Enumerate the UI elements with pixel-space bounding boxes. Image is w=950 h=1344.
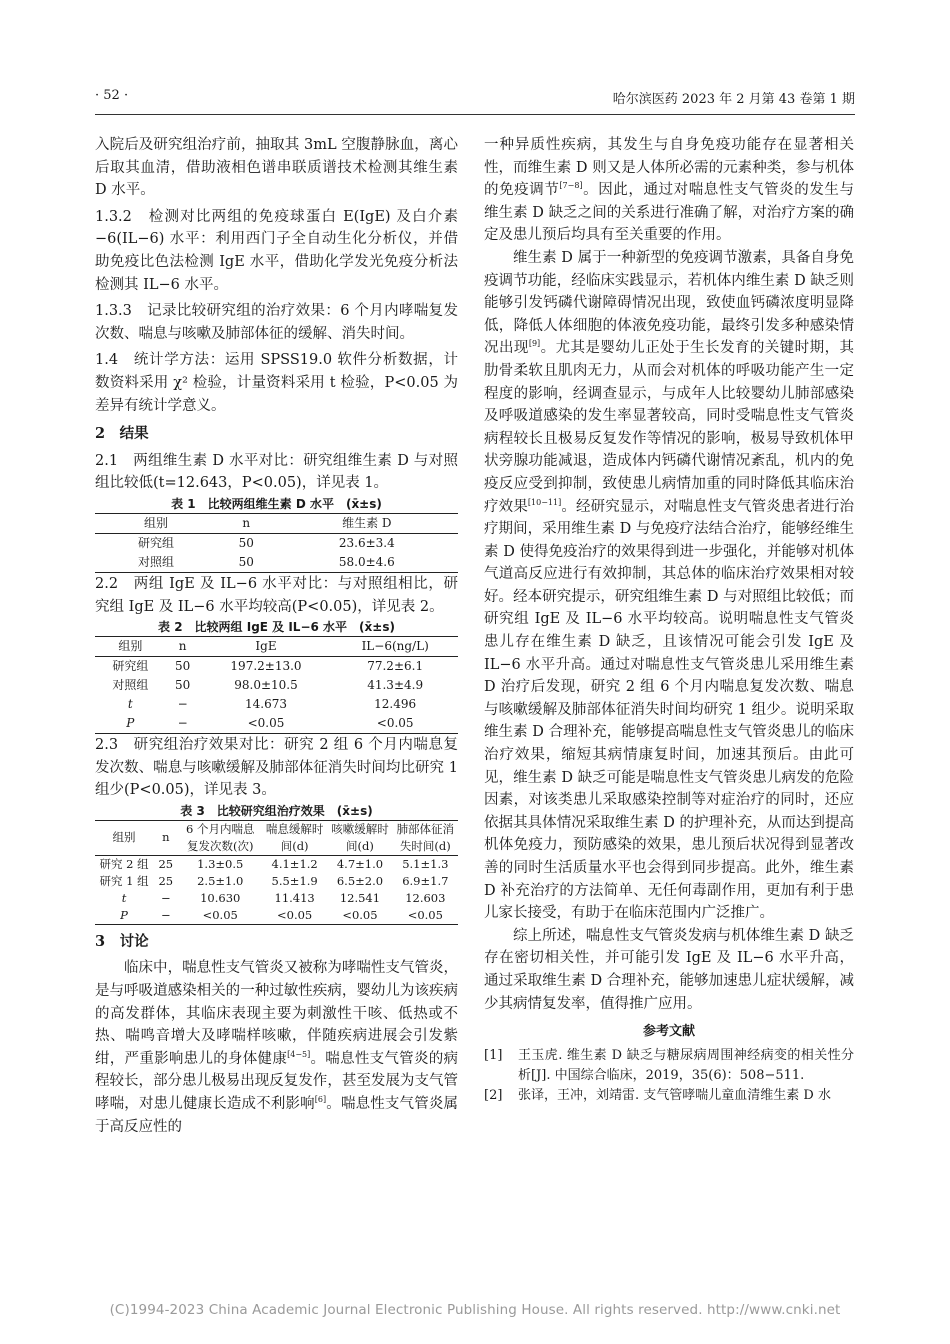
para-discussion-1: [95, 957, 458, 1138]
table3-header: 组别: [95, 820, 153, 855]
reference-number: [1]: [484, 1047, 503, 1063]
table1-cell: 50: [217, 553, 276, 573]
para-conclusion: 综上所述，喘息性支气管炎发病与机体维生素 D 缺乏存在密切相关性，并可能引发 IgE 及 IL−6 水平升高，通过采取维生素 D 合理补充，能够加速患儿症状缓解，减少其病情复发率，值得推广应用。: [484, 927, 854, 1012]
table3-cell: <0.05: [393, 907, 458, 925]
reference-item: [484, 1086, 854, 1106]
journal-issue: 哈尔滨医药 2023 年 2 月第 43 卷第 1 期: [612, 92, 855, 107]
table3-header: 喘息缓解时间(d): [262, 820, 327, 855]
table2-cell: 50: [175, 659, 191, 674]
table2-cell: 77.2±6.1: [367, 659, 424, 674]
table2-cell: P: [95, 714, 166, 734]
heading-discussion: 3 讨论: [95, 932, 149, 950]
reference-number: [2]: [484, 1087, 503, 1103]
reference-item: [484, 1046, 854, 1086]
text-run: 一种异质性疾病，其发生与自身免疫功能存在显著相关性，而维生素 D 则又是人体所必需的元素种类，参与机体的免疫调节: [484, 137, 854, 199]
table2-cell: 41.3±4.9: [367, 678, 424, 693]
table2-cell: 197.2±13.0: [230, 659, 302, 674]
table1-caption: 表 1 比较两组维生素 D 水平 (x̄±s): [171, 496, 382, 511]
citation: [7−8]: [559, 181, 583, 191]
table1-header: 组别: [95, 513, 217, 533]
citation: [9]: [528, 339, 541, 349]
table3-cell: 25: [158, 856, 174, 871]
table3-header: 肺部体征消失时间(d): [393, 820, 458, 855]
para-method-1-3-3: 1.3.3 记录比较研究组的治疗效果：6 个月内哮喘复发次数、喘息与咳嗽及肺部体征的缓解、消失时间。: [95, 303, 458, 342]
table1-cell: 研究组: [137, 535, 174, 550]
reference-text: 王玉虎. 维生素 D 缺乏与糖尿病周围神经病变的相关性分析[J]. 中国综合临床，2019，35(6)：508−511.: [518, 1047, 854, 1083]
para-statistics: 1.4 统计学方法：运用 SPSS19.0 软件分析数据，计数资料采用 χ² 检验，计量资料采用 t 检验，P<0.05 为差异有统计学意义。: [95, 352, 458, 414]
table-row: [95, 657, 458, 677]
para-discussion-1-cont: [484, 134, 854, 247]
text-run: 维生素 D 属于一种新型的免疫调节激素，具备自身免疫调节功能，经临床实践显示，若机体内维生素 D 缺乏则能够引发钙磷代谢障碍情况出现，致使血钙磷浓度明显降低，降低人体细胞的体液免疫功能，最终引发多种感染情况出现: [484, 249, 854, 357]
table3-cell: 2.5±1.0: [197, 873, 244, 888]
text-run: 。经研究显示，对喘息性支气管炎患者进行治疗期间，采用维生素 D 与免疫疗法结合治疗，能够经维生素 D 使得免疫治疗的效果得到进一步强化，并能够对机体气道高反应进行有效抑制，其总体的临床治疗效果相对较好。经本研究提示，研究组维生素 D 与对照组比较低；而研究组 IgE 及 IL−6 水平均较高。说明喘息性支气管炎患儿存在维生素 D 缺乏，且该情况可能会引发 IgE 及 IL−6 水平升高。通过对喘息性支气管炎患儿采用维生素 D 治疗后发现，研究 2 组 6 个月内喘息复发次数、喘息与咳嗽缓解及肺部体征消失时间均研究 1 组少。说明采取维生素 D 合理补充，能够提高喘息性支气管炎患儿的临床治疗效果，缩短其病情康复时间，加速其预后。由此可见，维生素 D 缺乏可能是喘息性支气管炎患儿病发的危险因素，对该类患儿采取感染控制等对症治疗的同时，还应依据其具体情况采取维生素 D 的护理补充，从而达到提高机体免疫力，预防感染的效果，患儿预后状况得到显著改善的同时生活质量水平也会得到同步提高。此外，维生素 D 补充治疗的方法简单、无任何毒副作用，更加有利于患儿家长接受，有助于在临床范围内广泛推广。: [484, 498, 855, 922]
table-row: [95, 890, 458, 907]
table1-header: 维生素 D: [276, 513, 458, 533]
table-row: [95, 553, 458, 573]
table3-cell: 研究 1 组: [99, 873, 149, 888]
text-run: 。喘息性支气管炎的病程较长，部分患儿极易出现反复发作，甚至发展为支气管哮喘，对患儿健康长造成不利影响: [95, 1050, 459, 1113]
para-result-2-3: 2.3 研究组治疗效果对比：研究 2 组 6 个月内喘息复发次数、喘息与咳嗽缓解及肺部体征消失时间均比研究 1 组少(P<0.05)，详见表 3。: [95, 737, 458, 799]
para-method-1-3-2: 1.3.2 检测对比两组的免疫球蛋白 E(IgE) 及白介素−6(IL−6) 水平：利用西门子全自动生化分析仪，并借助免疫比色法检测 IgE 水平，借助化学发光免疫分析法检测其 IL−6 水平。: [95, 208, 458, 293]
table3-cell: 5.5±1.9: [271, 873, 318, 888]
references-heading: 参考文献: [642, 1024, 695, 1040]
text-run: 临床中，喘息性支气管炎又被称为哮喘性支气管炎，是与呼吸道感染相关的一种过敏性疾病，婴幼儿为该疾病的高发群体，其临床表现主要为刺激性干咳、低热或不热、喘鸣音增大及哮喘样咳嗽，伴随疾病进展会引发紫绀，严重影响患儿的身体健康: [95, 960, 458, 1067]
table2-header: 组别: [95, 637, 166, 657]
table3-header: 咳嗽缓解时间(d): [327, 820, 392, 855]
table2-cell: 14.673: [244, 697, 287, 712]
para-discussion-2: [484, 247, 854, 925]
table3-cell: t: [121, 890, 127, 905]
table2-cell: −: [166, 714, 200, 734]
table-row: [95, 907, 458, 925]
table3: [95, 820, 458, 925]
table2-cell: 研究组: [112, 659, 149, 674]
table2-header: IgE: [200, 637, 333, 657]
right-column: [484, 134, 854, 1106]
table-row: [95, 873, 458, 890]
table3-header: n: [153, 820, 178, 855]
table1-cell: 对照组: [95, 553, 217, 573]
table2-cell: <0.05: [200, 714, 333, 734]
text-run: 。喘息性支气管炎属于高反应性的: [95, 1096, 459, 1135]
table-row: [95, 676, 458, 695]
table3-cell: 12.603: [405, 890, 446, 905]
table2-header: IL−6(ng/L): [332, 637, 458, 657]
table3-caption: 表 3 比较研究组治疗效果 (x̄±s): [180, 803, 373, 818]
table2-caption: 表 2 比较两组 IgE 及 IL−6 水平 (x̄±s): [158, 620, 395, 635]
table3-cell: 11.413: [274, 890, 315, 905]
text-run: 。因此，通过对喘息性支气管炎的发生与维生素 D 缺乏之间的关系进行准确了解，对治疗方案的确定及患儿预后均具有至关重要的作用。: [484, 182, 855, 244]
table3-cell: −: [153, 907, 178, 925]
table1-cell: 58.0±4.6: [276, 553, 458, 573]
table3-cell: 5.1±1.3: [402, 856, 449, 871]
header-rule: [95, 114, 855, 115]
table3-cell: <0.05: [327, 907, 392, 925]
copyright-footer: (C)1994-2023 China Academic Journal Electronic Publishing House. All rights reserved. http://www.cnki.net: [109, 1302, 841, 1318]
table1-cell: 50: [238, 535, 254, 550]
table2-cell: 98.0±10.5: [234, 678, 298, 693]
table2-cell: t: [127, 697, 133, 712]
para-method-1-3-1-end: 入院后及研究组治疗前，抽取其 3mL 空腹静脉血，离心后取其血清，借助液相色谱串联质谱技术检测其维生素 D 水平。: [95, 137, 458, 199]
table3-cell: 10.630: [200, 890, 241, 905]
citation: [4−5]: [287, 1050, 311, 1060]
table2-cell: 12.496: [374, 697, 417, 712]
table3-cell: −: [160, 890, 171, 905]
table3-cell: 6.9±1.7: [402, 873, 449, 888]
page-number: · 52 ·: [95, 88, 129, 103]
table2-cell: 50: [175, 678, 191, 693]
table3-header: 6 个月内喘息复发次数(次): [178, 820, 261, 855]
table2-cell: −: [177, 697, 188, 712]
table2-cell: <0.05: [332, 714, 458, 734]
reference-text: 张译，王冲，刘靖雷. 支气管哮喘儿童血清维生素 D 水: [518, 1087, 831, 1103]
table3-cell: 4.7±1.0: [336, 856, 384, 871]
table3-cell: 1.3±0.5: [197, 856, 244, 871]
table3-cell: 研究 2 组: [99, 856, 149, 871]
table-row: [95, 695, 458, 714]
para-result-2-1: 2.1 两组维生素 D 水平对比：研究组维生素 D 与对照组比较低(t=12.643，P<0.05)，详见表 1。: [95, 452, 458, 492]
table-row: [95, 714, 458, 734]
table1-cell: 23.6±3.4: [338, 535, 395, 550]
table3-cell: <0.05: [262, 907, 327, 925]
table1: [95, 513, 458, 573]
para-result-2-2: 2.2 两组 IgE 及 IL−6 水平对比：与对照组相比，研究组 IgE 及 IL−6 水平均较高(P<0.05)，详见表 2。: [95, 575, 458, 615]
table2-cell: 对照组: [112, 678, 149, 693]
table3-cell: 25: [158, 873, 174, 888]
table3-cell: P: [95, 907, 153, 925]
table3-cell: <0.05: [178, 907, 261, 925]
table3-cell: 12.541: [339, 890, 381, 905]
table3-cell: 6.5±2.0: [336, 873, 384, 888]
table-row: [95, 855, 458, 873]
text-run: 。尤其是婴幼儿正处于生长发育的关键时期，其肋骨柔软且肌肉无力，从而会对机体的呼吸功能产生一定程度的影响，经调查显示，与成年人比较婴幼儿肺部感染及呼吸道感染的发生率显著较高，同时受喘息性支气管炎病程较长且极易反复发作等情况的影响，极易导致机体甲状旁腺功能减退，造成体内钙磷代谢情况紊乱，机内的免疫反应受到抑制，致使患儿病情加重的同时降低其临床治疗效果: [484, 340, 855, 515]
table1-header: n: [217, 513, 276, 533]
citation: [6]: [314, 1095, 327, 1105]
table3-cell: 4.1±1.2: [271, 856, 318, 871]
citation: [10−11]: [527, 497, 562, 507]
table-row: [95, 533, 458, 553]
running-header: [95, 88, 855, 112]
left-column: [95, 134, 458, 1138]
heading-results: 2 结果: [95, 425, 149, 443]
table2-header: n: [166, 637, 200, 657]
table2: [95, 636, 458, 734]
